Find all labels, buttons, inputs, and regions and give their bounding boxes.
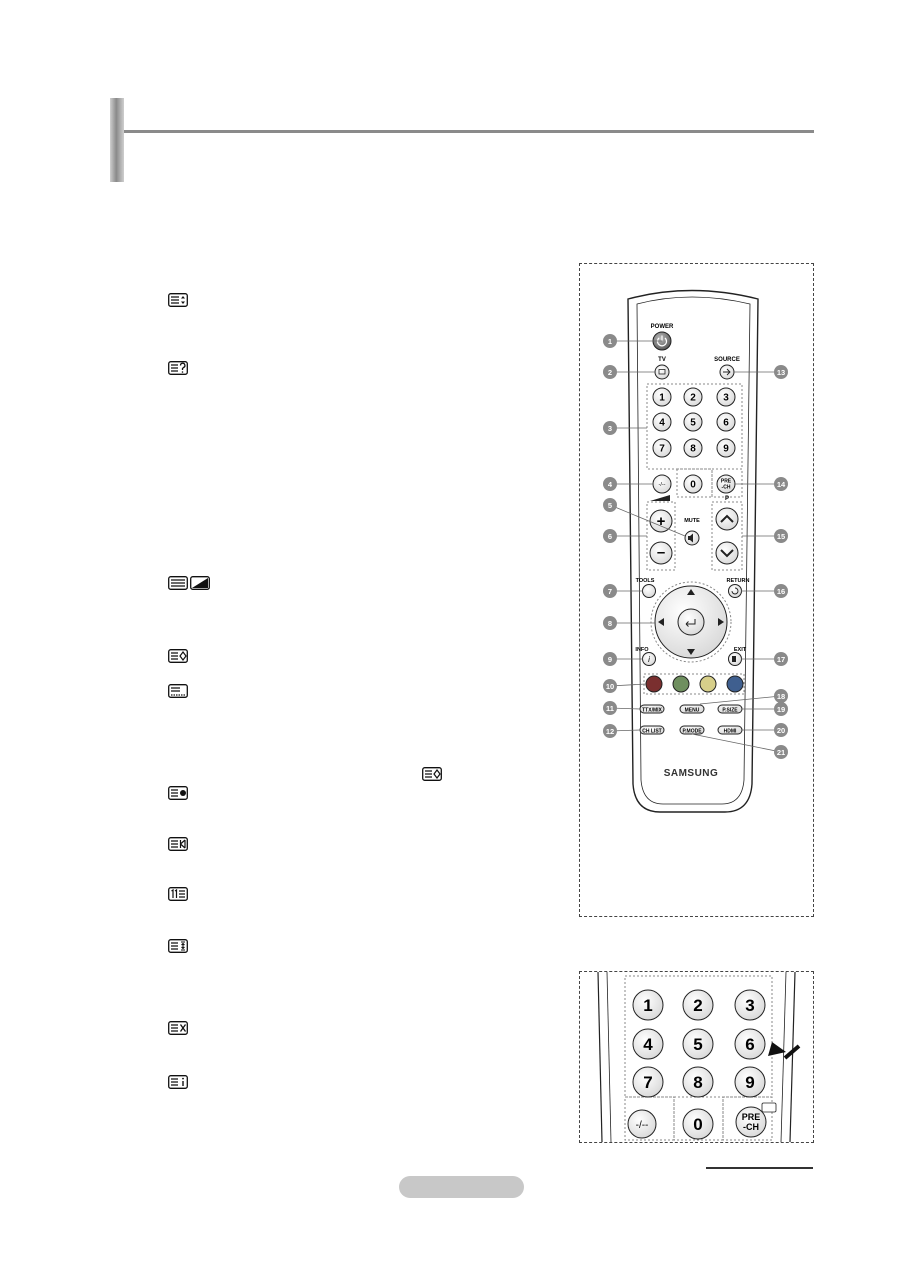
detail-digit-4-label: 4 <box>643 1035 653 1054</box>
tools-label: TOOLS <box>635 578 655 584</box>
section-header-bar <box>110 98 124 182</box>
source-label: SOURCE <box>714 357 740 363</box>
teletext-mode-icon <box>168 939 188 953</box>
pmode-label: P.MODE <box>682 728 702 735</box>
detail-digit-8-label: 8 <box>693 1073 703 1092</box>
digit-9-label: 9 <box>723 443 729 455</box>
channel-up-button[interactable] <box>716 508 738 530</box>
color-key-3-button[interactable] <box>700 676 716 692</box>
remote-control-figure <box>579 263 814 917</box>
callout-10-number: 10 <box>605 682 615 691</box>
teletext-index-icon <box>168 649 188 663</box>
callout-2-number: 2 <box>607 368 613 377</box>
remote-edge-left <box>598 972 602 1142</box>
enter-button[interactable] <box>678 609 704 635</box>
remote-control-drawing <box>580 264 813 916</box>
prech-label-top: PRE <box>720 478 732 485</box>
callout-15-number: 15 <box>776 532 786 541</box>
info-label: INFO <box>635 647 649 653</box>
digit-7-label: 7 <box>659 443 665 455</box>
callout-4-number: 4 <box>607 480 613 489</box>
callout-18-number: 18 <box>776 692 786 701</box>
return-button[interactable] <box>729 585 742 598</box>
callout-13-number: 13 <box>776 368 786 377</box>
digit-4-label: 4 <box>659 417 665 429</box>
mute-label: MUTE <box>684 518 700 524</box>
callout-11-number: 11 <box>606 704 614 713</box>
teletext-subpage-icon <box>168 887 188 901</box>
psize-label: P.SIZE <box>722 707 738 714</box>
brand-logo: SAMSUNG <box>663 768 719 779</box>
teletext-hold-icon <box>168 293 188 307</box>
digit-5-label: 5 <box>690 417 696 429</box>
prech-label-bottom: -CH <box>721 484 731 491</box>
teletext-store-icon <box>168 786 188 800</box>
callout-5-number: 5 <box>607 501 613 510</box>
tv-button[interactable] <box>655 365 669 379</box>
teletext-cancel-icon <box>168 684 188 698</box>
digit-8-label: 8 <box>690 443 696 455</box>
callout-14-number: 14 <box>776 480 786 489</box>
detail-digit-9-label: 9 <box>745 1073 755 1092</box>
tv-label: TV <box>658 357 666 363</box>
hdmi-label: HDMI <box>723 728 737 735</box>
digit-0-label: 0 <box>690 479 696 491</box>
color-key-4-button[interactable] <box>727 676 743 692</box>
power-label: POWER <box>650 324 674 330</box>
callout-7-number: 7 <box>607 587 613 596</box>
teletext-exit-icon <box>168 1021 188 1035</box>
remote-edge-right <box>790 972 795 1142</box>
info-icon: i <box>648 655 650 664</box>
dash-label: -/-- <box>658 482 666 488</box>
detail-dash-label: -/-- <box>635 1120 649 1131</box>
return-label: RETURN <box>726 578 750 584</box>
tools-button[interactable] <box>643 585 656 598</box>
ch-list-label: CH LIST <box>642 728 662 735</box>
menu-label: MENU <box>684 707 700 714</box>
digit-2-label: 2 <box>690 392 696 404</box>
teletext-info-icon <box>168 1075 188 1089</box>
callout-1-number: 1 <box>607 337 613 346</box>
teletext-index-icon-inline <box>422 767 442 781</box>
callout-8-number: 8 <box>607 619 613 628</box>
keypad-detail-figure <box>579 971 814 1143</box>
page-number-pill <box>399 1176 524 1198</box>
exit-icon <box>732 656 736 662</box>
callout-9-number: 9 <box>607 655 613 664</box>
color-key-2-button[interactable] <box>673 676 689 692</box>
ttx-mix-label: TTX/MIX <box>642 707 662 714</box>
keypad-detail-drawing <box>580 972 813 1142</box>
callout-6-number: 6 <box>607 532 613 541</box>
digit-1-label: 1 <box>659 392 665 404</box>
detail-prech-top: PRE <box>741 1112 761 1122</box>
teletext-reveal-icon <box>168 361 188 375</box>
detail-digit-7-label: 7 <box>643 1073 653 1092</box>
detail-digit-5-label: 5 <box>693 1035 703 1054</box>
continued-rule <box>706 1167 813 1169</box>
detail-prech-bottom: -CH <box>743 1122 759 1132</box>
channel-p-label: P <box>724 496 730 502</box>
volume-up-icon: + <box>656 513 666 530</box>
color-key-1-button[interactable] <box>646 676 662 692</box>
section-header-rule <box>124 130 814 133</box>
exit-label: EXIT <box>733 647 747 653</box>
callout-20-number: 20 <box>776 726 786 735</box>
callout-12-number: 12 <box>605 727 615 736</box>
digit-3-label: 3 <box>723 392 729 404</box>
channel-down-button[interactable] <box>716 542 738 564</box>
digit-6-label: 6 <box>723 417 729 429</box>
detail-digit-1-label: 1 <box>643 996 653 1015</box>
callout-21-number: 21 <box>776 748 786 757</box>
detail-prech-icon <box>762 1103 776 1112</box>
teletext-mix-icon <box>168 576 210 590</box>
detail-digit-6-label: 6 <box>745 1035 755 1054</box>
callout-3-number: 3 <box>607 424 613 433</box>
detail-digit-0-label: 0 <box>693 1115 703 1134</box>
callout-17-number: 17 <box>776 655 786 664</box>
teletext-size-icon <box>168 837 188 851</box>
detail-digit-2-label: 2 <box>693 996 703 1015</box>
detail-digit-3-label: 3 <box>745 996 755 1015</box>
callout-19-number: 19 <box>776 705 786 714</box>
volume-down-icon: – <box>656 544 666 561</box>
callout-16-number: 16 <box>776 587 786 596</box>
